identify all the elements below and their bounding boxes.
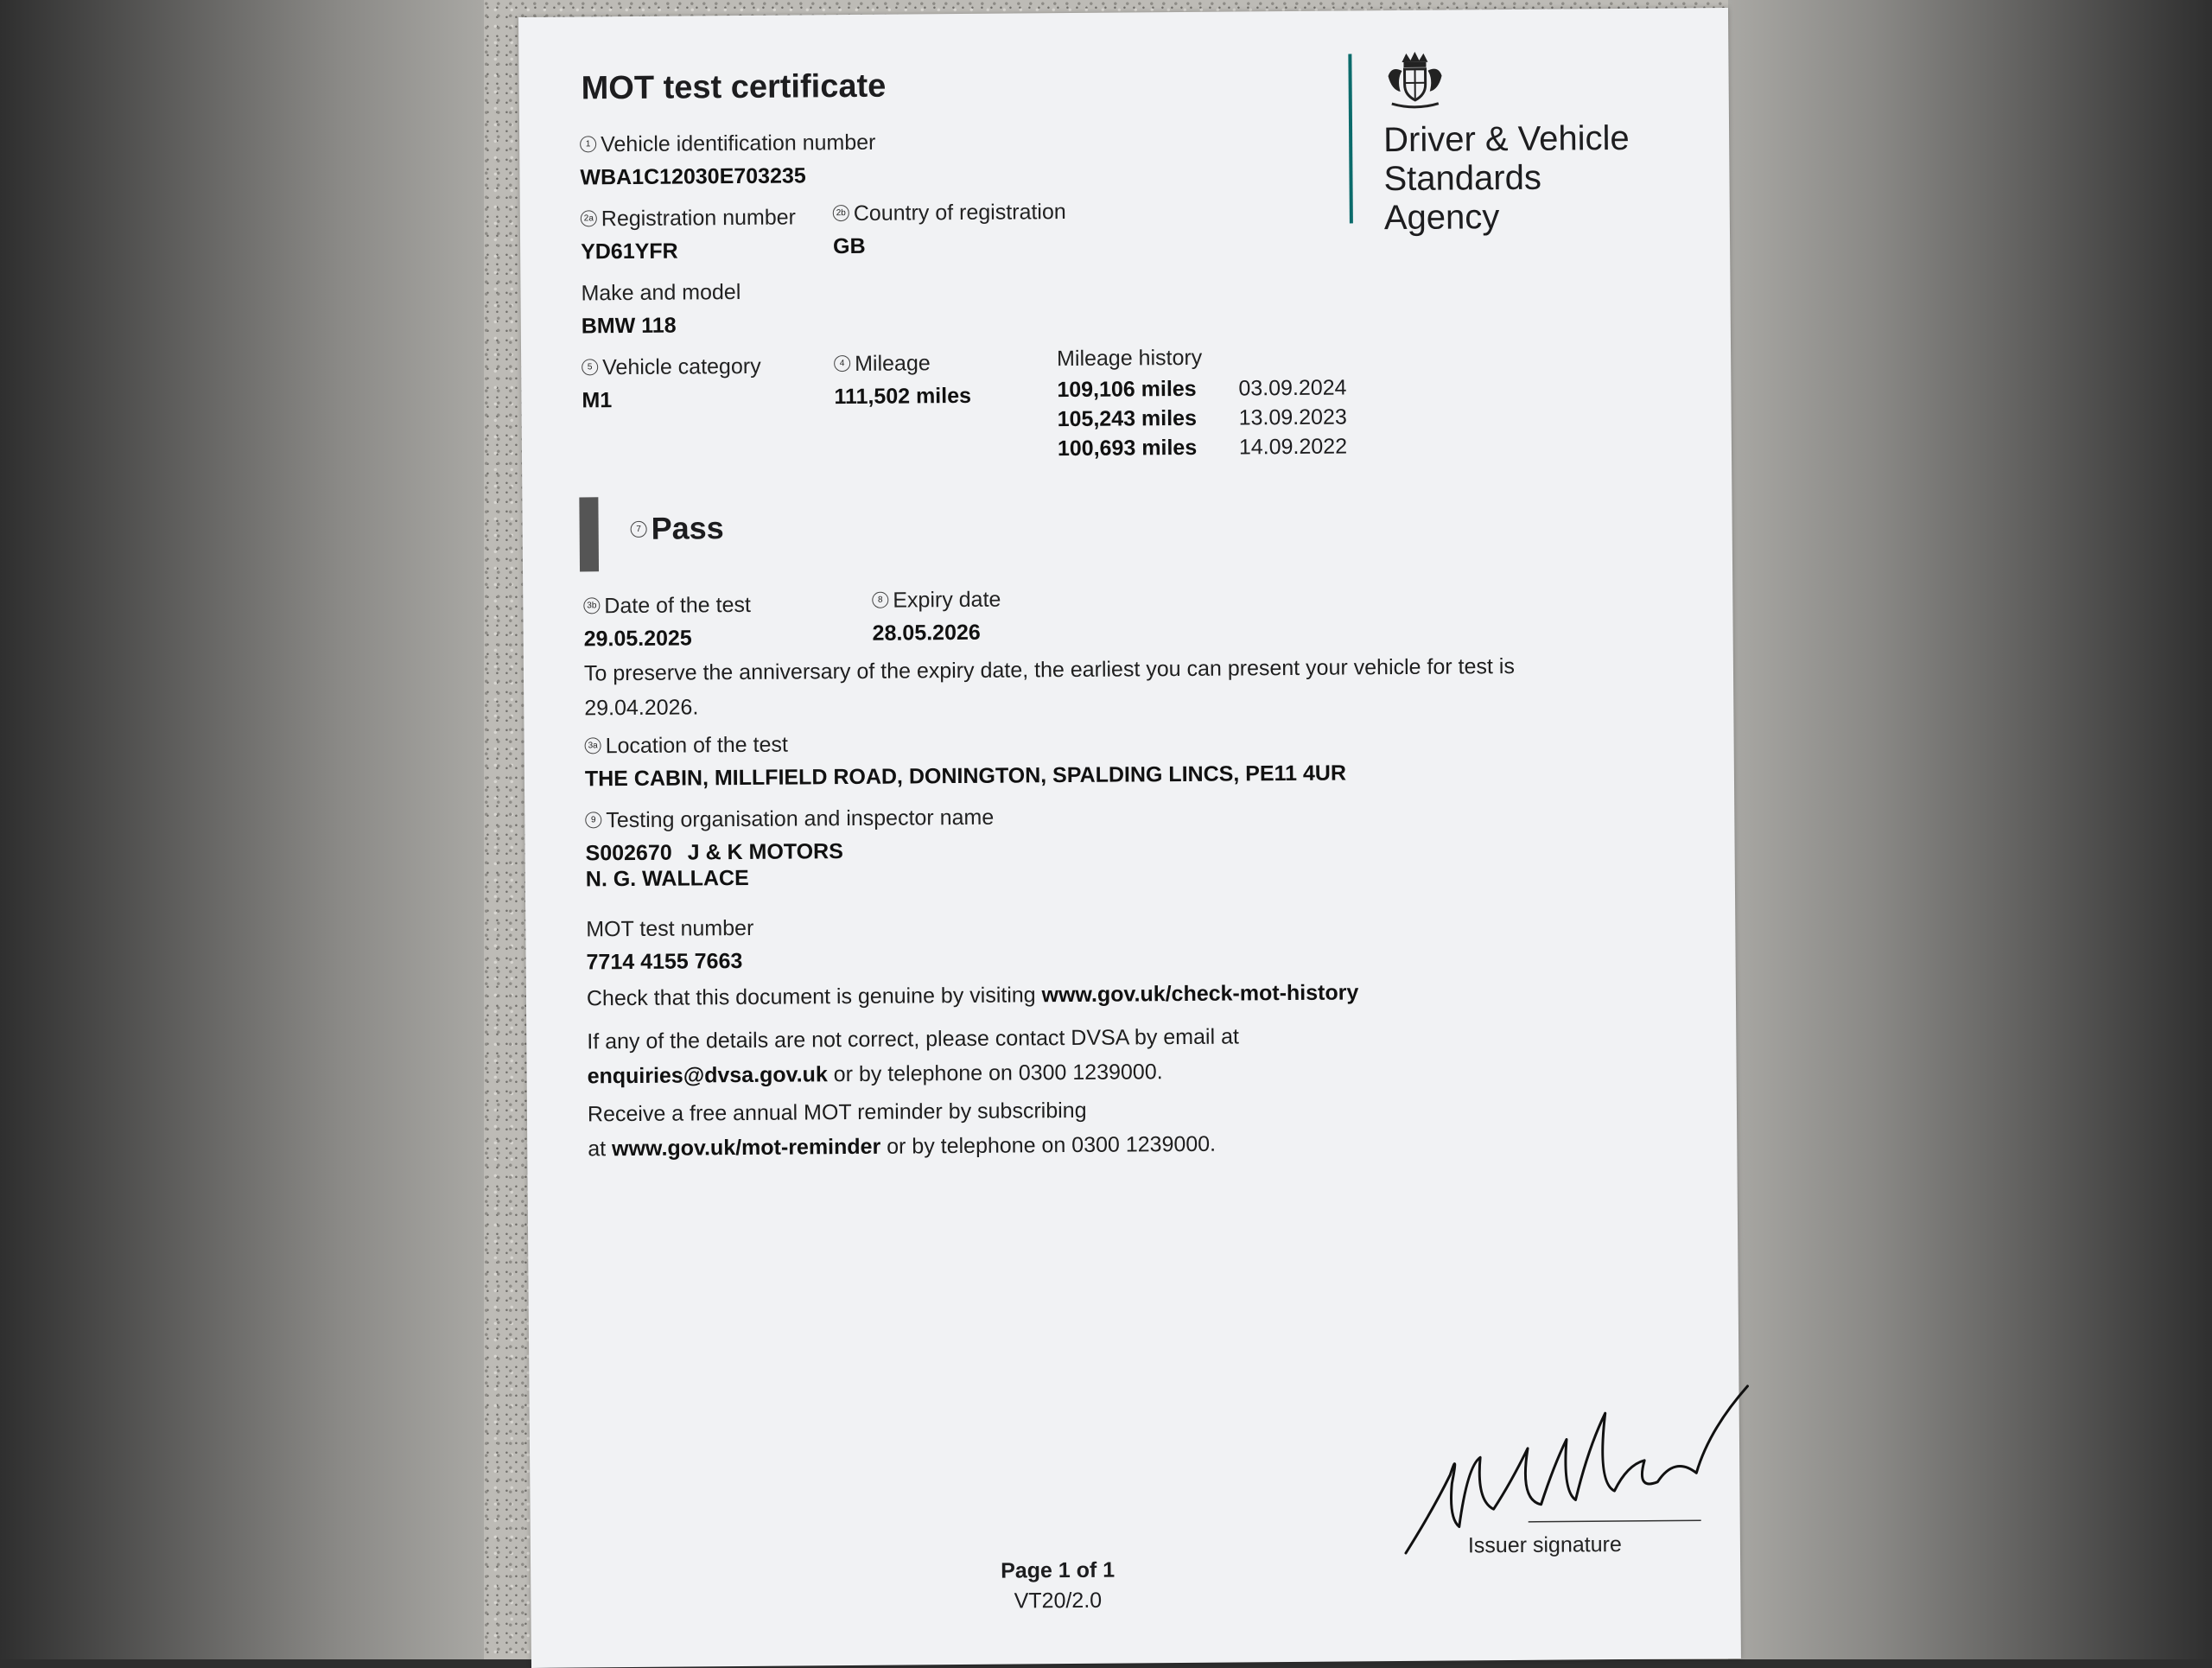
mileage-value: 111,502 miles [834,384,971,410]
mileage-history-label: Mileage history [1057,346,1202,372]
mileage-history-row [1057,375,1346,403]
field-number-3a: 3a [585,737,601,754]
history-miles: 100,693 miles [1058,435,1239,462]
issuer-signature-label: Issuer signature [1468,1532,1622,1558]
vin-value: WBA1C12030E703235 [580,163,806,190]
expiry-date-label: 8 Expiry date [872,588,1001,614]
field-number-9: 9 [585,812,601,828]
country-label: 2b Country of registration [833,200,1066,226]
test-number-value: 7714 4155 7663 [586,949,742,975]
genuine-check: Check that this document is genuine by visiting www.gov.uk/check-mot-history [587,975,1359,1015]
reminder-note: Receive a free annual MOT reminder by subscribing at www.gov.uk/mot-reminder or by telephone on 0300 1239000. [588,1092,1216,1167]
logo-divider [1348,54,1353,223]
test-result [630,510,723,547]
registration-label: 2a Registration number [581,205,796,232]
organisation-name: J & K MOTORS [688,839,843,864]
background-left [0,0,484,1659]
agency-line-2: Standards [1383,158,1630,199]
organisation-label: 9 Testing organisation and inspector name [585,805,994,834]
mileage-history-row [1058,434,1347,462]
field-number-3b: 3b [583,597,600,614]
category-label: 5 Vehicle category [582,354,761,381]
result-bar [579,497,599,571]
certificate-paper [518,8,1741,1668]
location-value: THE CABIN, MILLFIELD ROAD, DONINGTON, SPALDING LINCS, PE11 4UR [585,761,1346,793]
history-date: 13.09.2023 [1239,404,1347,430]
expiry-date-value: 28.05.2026 [873,621,981,646]
organisation-code: S002670 J & K MOTORS [585,839,842,866]
inspector-name: N. G. WALLACE [586,866,749,892]
field-number-5: 5 [582,359,598,375]
test-date-value: 29.05.2025 [584,626,692,652]
page-number: Page 1 of 1 [876,1557,1239,1585]
agency-line-3: Agency [1384,197,1630,238]
field-number-8: 8 [872,592,888,608]
form-code: VT20/2.0 [876,1588,1239,1615]
registration-value: YD61YFR [581,239,678,265]
check-mot-history-link[interactable]: www.gov.uk/check-mot-history [1041,980,1358,1007]
category-value: M1 [582,388,612,413]
anniversary-note: To preserve the anniversary of the expiry date, the earliest you can present your vehicle for test is 29.04.2026. [584,649,1516,725]
field-number-4: 4 [834,355,850,372]
country-value: GB [833,234,866,259]
vin-label: 1 Vehicle identification number [580,131,875,158]
mileage-label: 4 Mileage [834,351,931,377]
mot-reminder-link[interactable]: www.gov.uk/mot-reminder [612,1135,880,1161]
background-right [1728,0,2212,1659]
test-date-label: 3b Date of the test [583,593,751,620]
history-date: 03.09.2024 [1238,375,1346,400]
dvsa-email-link[interactable]: enquiries@dvsa.gov.uk [588,1062,828,1088]
make-model-value: BMW 118 [582,314,677,340]
location-label: 3a Location of the test [585,733,788,760]
contact-note: If any of the details are not correct, please contact DVSA by email at enquiries@dvsa.gov.uk or by telephone on 0300 1239000. [587,1019,1239,1093]
field-number-7: 7 [631,521,647,538]
make-model-label: Make and model [581,280,741,306]
field-number-1: 1 [580,136,596,152]
mileage-history-row [1058,404,1347,432]
result-value: Pass [651,510,723,546]
history-miles: 105,243 miles [1058,405,1239,432]
royal-crest-icon [1382,50,1447,111]
history-date: 14.09.2022 [1239,434,1347,459]
certificate-title: MOT test certificate [581,68,886,108]
history-miles: 109,106 miles [1057,376,1238,403]
agency-line-1: Driver & Vehicle [1383,119,1630,160]
field-number-2b: 2b [833,205,849,221]
test-number-label: MOT test number [586,916,753,943]
agency-name [1383,119,1630,238]
field-number-2a: 2a [581,210,597,226]
